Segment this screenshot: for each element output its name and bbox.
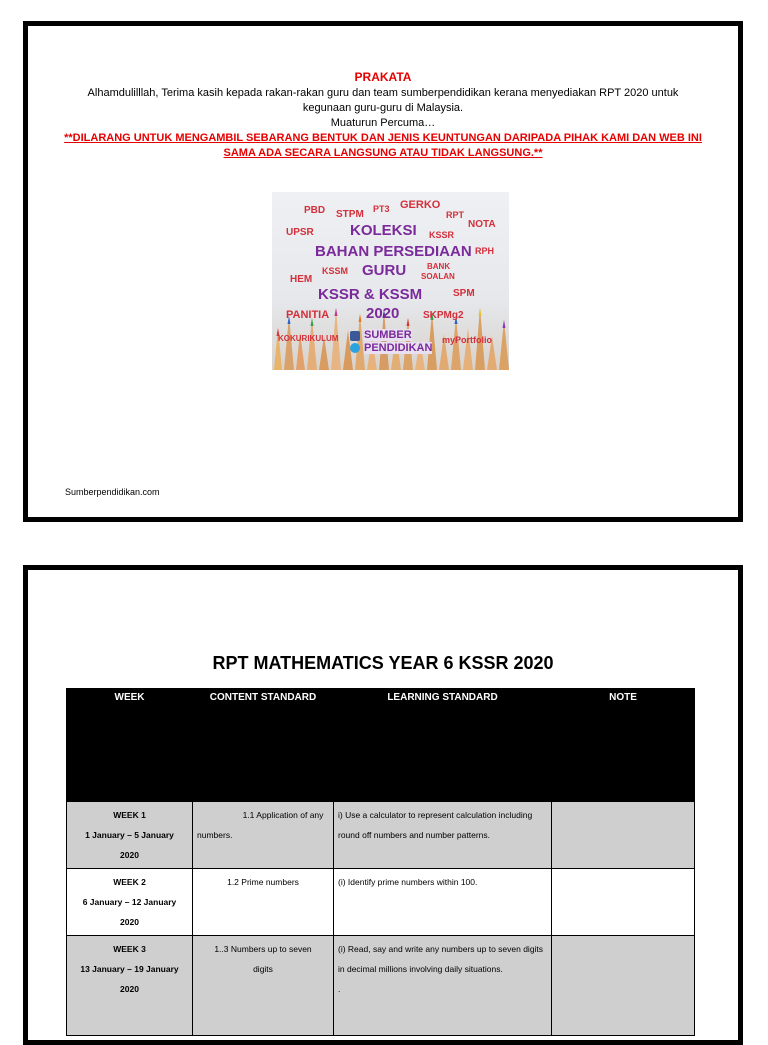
week-label: WEEK 2 bbox=[113, 877, 146, 887]
cover-word-bahan-persediaan: BAHAN PERSEDIAAN bbox=[315, 243, 472, 260]
header-note: NOTE bbox=[552, 689, 695, 802]
note-cell bbox=[552, 802, 695, 869]
prakata-body bbox=[58, 86, 708, 161]
learning-standard-text: (i) Read, say and write any numbers up to seven digits in decimal millions involving daily situations. bbox=[338, 944, 544, 974]
content-standard-line: 1.1 Application of any bbox=[242, 810, 324, 820]
facebook-icon bbox=[350, 331, 360, 341]
cover-word-myportfolio: myPortfolio bbox=[442, 335, 493, 345]
cover-word-2020: 2020 bbox=[366, 305, 400, 322]
cover-word-pt3: PT3 bbox=[373, 204, 390, 214]
content-standard-line: 1..3 Numbers up to seven bbox=[214, 944, 312, 954]
learning-standard-cell bbox=[334, 936, 552, 1036]
prakata-line-2: kegunaan guru-guru di Malaysia. bbox=[302, 102, 464, 114]
cover-word-hem: HEM bbox=[290, 274, 313, 285]
cover-word-panitia: PANITIA bbox=[286, 309, 330, 321]
prakata-warning-1: **DILARANG UNTUK MENGAMBIL SEBARANG BENTUK DAN JENIS KEUNTUNGAN DARIPADA PIHAK KAMI DAN WEB INI bbox=[64, 132, 702, 144]
note-cell bbox=[552, 869, 695, 936]
content-standard-cell bbox=[193, 869, 334, 936]
cover-word-kokurikulum: KOKURIKULUM bbox=[278, 334, 339, 343]
rpt-table bbox=[66, 688, 695, 1036]
cover-word-pendidikan: PENDIDIKAN bbox=[364, 342, 433, 354]
page-rpt bbox=[23, 565, 743, 1045]
cover-image bbox=[272, 192, 509, 370]
table-row bbox=[67, 802, 695, 869]
week-cell bbox=[67, 802, 193, 869]
header-content-standard: CONTENT STANDARD bbox=[193, 689, 334, 802]
cover-word-upsr: UPSR bbox=[286, 227, 314, 238]
week-year: 2020 bbox=[120, 917, 139, 927]
prakata-title: PRAKATA bbox=[354, 70, 412, 84]
week-year: 2020 bbox=[120, 850, 139, 860]
prakata-line-1: Alhamdulilllah, Terima kasih kepada rakan-rakan guru dan team sumberpendidikan kerana menyediakan RPT 2020 untuk bbox=[87, 87, 679, 99]
cover-word-gerko: GERKO bbox=[400, 199, 441, 211]
table-row bbox=[67, 936, 695, 1036]
learning-standard-cell: i) Use a calculator to represent calculation including round off numbers and number patterns. bbox=[334, 802, 552, 869]
cover-word-stpm: STPM bbox=[336, 209, 364, 220]
cover-word-sumber: SUMBER bbox=[364, 329, 412, 341]
table-row bbox=[67, 869, 695, 936]
footer-url: Sumberpendidikan.com bbox=[65, 487, 160, 497]
cover-word-soalan: SOALAN bbox=[421, 272, 455, 281]
learning-standard-cell: (i) Identify prime numbers within 100. bbox=[334, 869, 552, 936]
week-year: 2020 bbox=[120, 984, 139, 994]
week-date: 13 January – 19 January bbox=[80, 964, 179, 974]
telegram-icon bbox=[350, 343, 360, 353]
page-prakata bbox=[23, 21, 743, 522]
content-standard-line: digits bbox=[253, 964, 273, 974]
cover-word-kssm: KSSM bbox=[322, 266, 349, 276]
cover-word-guru: GURU bbox=[362, 262, 407, 279]
content-standard-cell bbox=[193, 802, 334, 869]
learning-standard-extra: . bbox=[338, 984, 341, 994]
week-date: 6 January – 12 January bbox=[82, 897, 177, 907]
week-cell bbox=[67, 936, 193, 1036]
week-label: WEEK 3 bbox=[113, 944, 146, 954]
prakata-line-3: Muaturun Percuma… bbox=[330, 117, 436, 129]
prakata-warning-2: SAMA ADA SECARA LANGSUNG ATAU TIDAK LANGSUNG.** bbox=[223, 147, 543, 159]
week-date: 1 January – 5 January bbox=[85, 830, 174, 840]
cover-word-pbd: PBD bbox=[304, 205, 326, 216]
content-standard-cell bbox=[193, 936, 334, 1036]
header-learning-standard: LEARNING STANDARD bbox=[334, 689, 552, 802]
cover-word-rpt: RPT bbox=[446, 210, 464, 220]
cover-word-kssr-kssm: KSSR & KSSM bbox=[318, 286, 423, 303]
cover-word-rph: RPH bbox=[475, 246, 495, 256]
week-cell bbox=[67, 869, 193, 936]
cover-word-kssr: KSSR bbox=[429, 230, 455, 240]
header-week: WEEK bbox=[67, 689, 193, 802]
week-label: WEEK 1 bbox=[113, 810, 146, 820]
cover-word-bank: BANK bbox=[427, 262, 451, 271]
cover-word-spm: SPM bbox=[453, 288, 475, 299]
cover-word-koleksi: KOLEKSI bbox=[350, 222, 417, 239]
cover-word-nota: NOTA bbox=[468, 219, 496, 230]
content-standard-line: numbers. bbox=[197, 830, 233, 840]
rpt-title: RPT MATHEMATICS YEAR 6 KSSR 2020 bbox=[212, 653, 554, 673]
cover-word-skpmg2: SKPMg2 bbox=[423, 310, 464, 321]
table-header-row bbox=[67, 689, 695, 802]
content-standard-line: 1.2 Prime numbers bbox=[227, 877, 299, 887]
note-cell bbox=[552, 936, 695, 1036]
